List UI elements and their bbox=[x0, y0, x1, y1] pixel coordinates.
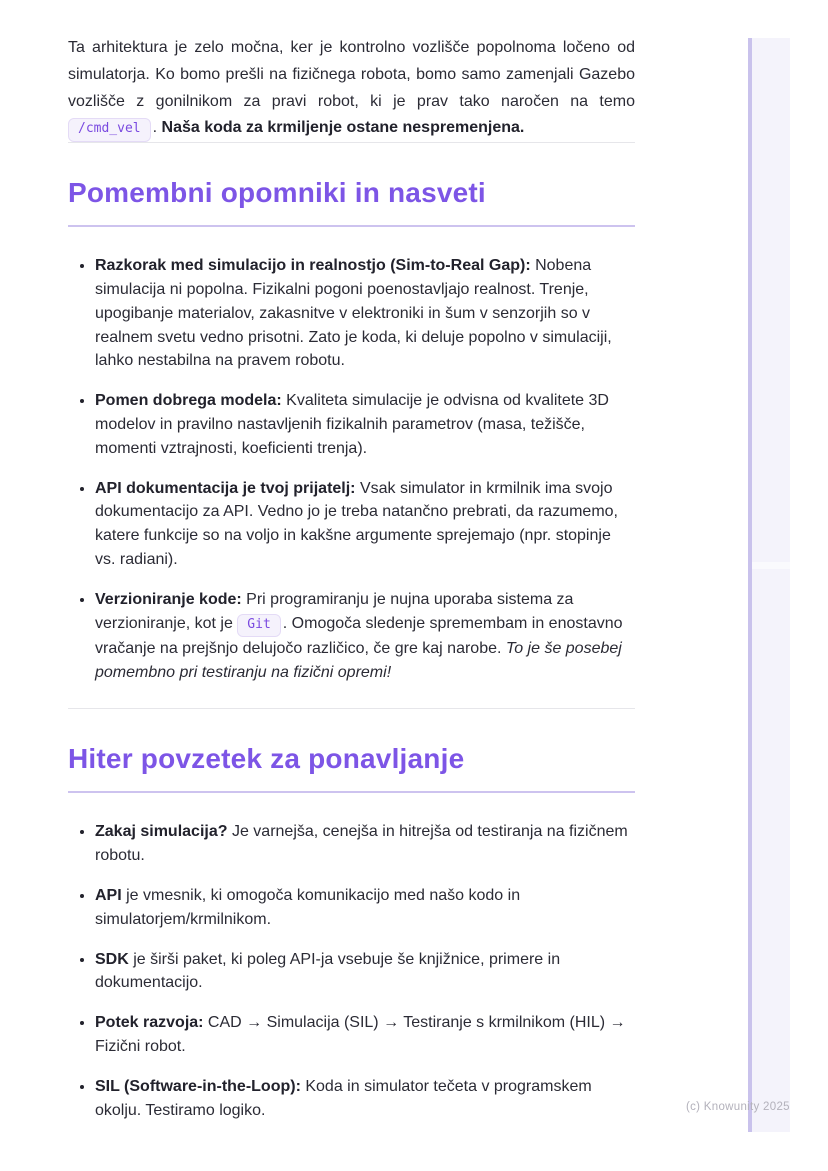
list-item-lead: API dokumentacija je tvoj prijatelj: bbox=[95, 479, 356, 497]
page-strip-divider bbox=[752, 562, 790, 569]
list-item-text: Je varnejša, cenejša in hitrejša od testiranja na fizičnem robotu. bbox=[95, 823, 628, 865]
list-item-text-after-code: . Omogoča sledenje spremembam in enostavno vračanje na prejšnjo delujočo različico, če gre kaj narobe. bbox=[95, 614, 623, 657]
list-item bbox=[95, 389, 635, 460]
intro-bold-statement: Naša koda za krmiljenje ostane nespremenjena. bbox=[161, 119, 525, 137]
list-item-lead: Razkorak med simulacijo in realnostjo (Sim-to-Real Gap): bbox=[95, 257, 531, 275]
copyright-watermark: (c) Knowunity 2025 bbox=[686, 1101, 790, 1113]
list-item bbox=[95, 820, 635, 868]
list-item bbox=[95, 1011, 635, 1059]
list-item bbox=[95, 477, 635, 572]
list-item-lead: API bbox=[95, 886, 122, 904]
list-item-text: CAD → Simulacija (SIL) → Testiranje s krmilnikom (HIL) → Fizični robot. bbox=[95, 1014, 626, 1055]
list-item bbox=[95, 884, 635, 932]
section-heading-opomniki: Pomembni opomniki in nasveti bbox=[68, 177, 635, 227]
list-item-text: Kvaliteta simulacije je odvisna od kvalitete 3D modelov in pravilno nastavljenih fizikalnih parametrov (masa, težišče, momenti vztrajnosti, koeficienti trenja). bbox=[95, 392, 609, 457]
list-item bbox=[95, 254, 635, 373]
list-item-text: Koda in simulator tečeta v programskem okolju. Testiramo logiko. bbox=[95, 1077, 592, 1119]
inline-code-cmd-vel: /cmd_vel bbox=[68, 118, 151, 141]
list-item-text: Nobena simulacija ni popolna. Fizikalni pogoni poenostavljajo realnost. Trenje, upogibanje materialov, zakasnitve v elektroniki in šum v senzorjih so v realnem svetu vedno prisotni. Zato je koda, ki deluje popolno v simulaciji, lahko nestabilna na pravem robotu. bbox=[95, 257, 612, 370]
list-item-text: Vsak simulator in krmilnik ima svojo dokumentacijo za API. Vedno jo je treba natančno prebrati, da razumemo, katere funkcije so na voljo in kakšne argumente sprejemajo (npr. stopinje vs. radiani). bbox=[95, 479, 618, 568]
intro-text: Ta arhitektura je zelo močna, ker je kontrolno vozlišče popolnoma ločeno od simulatorja. Ko bomo prešli na fizičnega robota, bomo samo zamenjali Gazebo vozlišče z gonilnikom za pravi robot, ki je prav tako naročen na temo bbox=[68, 39, 635, 110]
bullet-list-povzetek bbox=[68, 820, 635, 1122]
section-heading-povzetek: Hiter povzetek za ponavljanje bbox=[68, 743, 635, 793]
intro-text-after-code: . bbox=[152, 119, 162, 137]
list-item-lead: Verzioniranje kode: bbox=[95, 590, 242, 608]
bullet-list-opomniki bbox=[68, 254, 635, 684]
list-item bbox=[95, 588, 635, 685]
list-item-lead: Pomen dobrega modela: bbox=[95, 392, 282, 410]
horizontal-divider bbox=[68, 708, 635, 709]
list-item-text: Pri programiranju je nujna uporaba sistema za verzioniranje, kot je bbox=[95, 590, 574, 632]
page-scroll-strip[interactable] bbox=[748, 38, 790, 1132]
list-item-lead: Zakaj simulacija? bbox=[95, 823, 228, 841]
inline-code-git: Git bbox=[237, 614, 280, 637]
document-content bbox=[68, 30, 635, 1146]
list-item-lead: Potek razvoja: bbox=[95, 1014, 204, 1032]
list-item-lead: SIL (Software-in-the-Loop): bbox=[95, 1077, 301, 1095]
list-item bbox=[95, 1075, 635, 1123]
horizontal-divider bbox=[68, 142, 635, 143]
intro-paragraph bbox=[68, 35, 635, 142]
list-item bbox=[95, 948, 635, 996]
list-item-italic-note: To je še posebej pomembno pri testiranju na fizični opremi! bbox=[95, 639, 622, 681]
list-item-text: je vmesnik, ki omogoča komunikacijo med našo kodo in simulatorjem/krmilnikom. bbox=[95, 886, 521, 928]
list-item-lead: SDK bbox=[95, 950, 129, 968]
list-item-text: je širši paket, ki poleg API-ja vsebuje še knjižnice, primere in dokumentacijo. bbox=[95, 950, 561, 992]
